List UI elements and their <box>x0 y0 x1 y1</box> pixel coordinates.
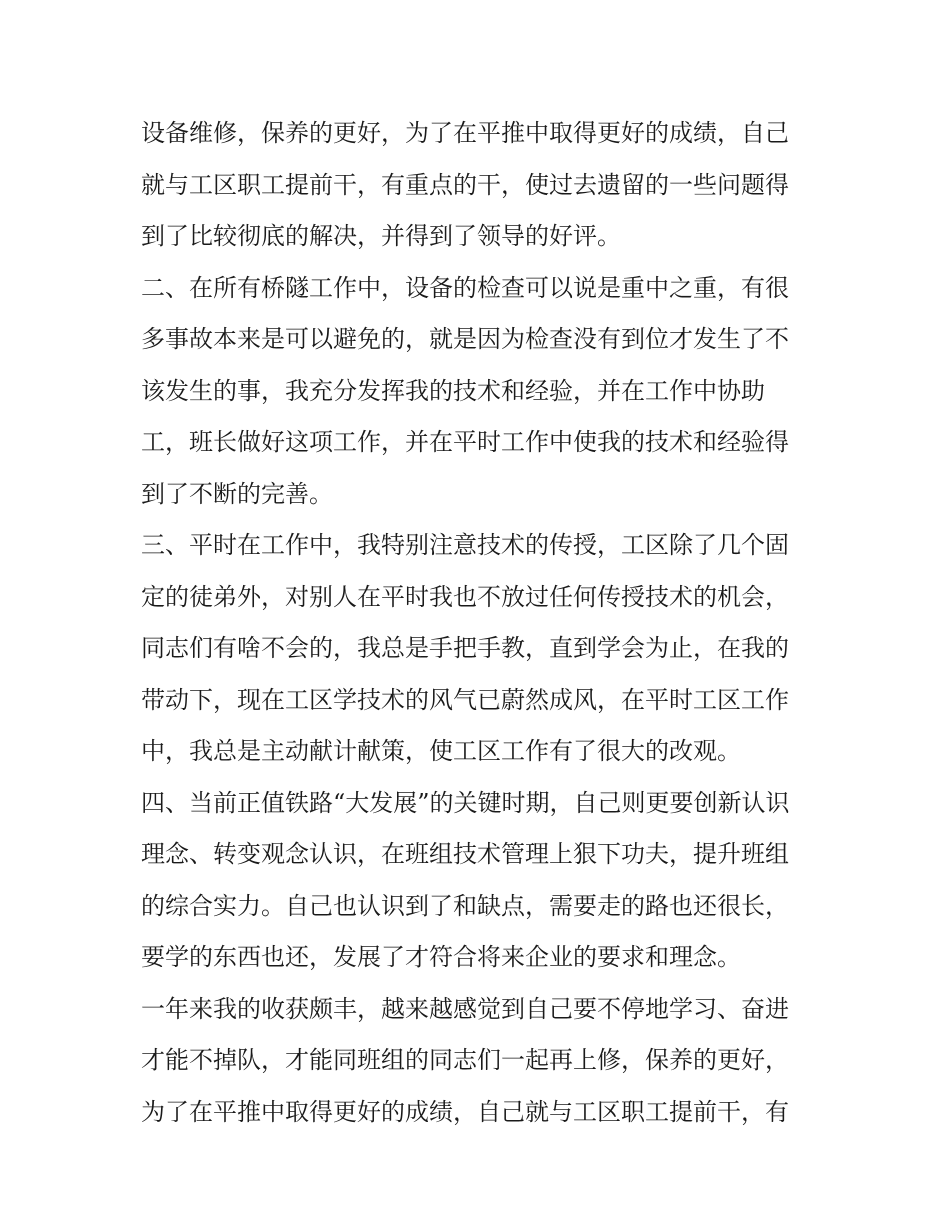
text-line: 到了比较彻底的解决，并得到了领导的好评。 <box>141 222 621 250</box>
text-line: 就与工区职工提前干，有重点的干，使过去遗留的一些问题得 <box>141 170 789 199</box>
text-line: 四、当前正值铁路“大发展”的关键时期，自己则更要创新认识 <box>141 788 790 817</box>
text-line: 才能不掉队，才能同班组的同志们一起再上修，保养的更好， <box>141 1046 789 1074</box>
text-line: 理念、转变观念认识，在班组技术管理上狠下功夫，提升班组 <box>141 840 789 868</box>
text-line: 的综合实力。自己也认识到了和缺点，需要走的路也还很长， <box>141 891 789 920</box>
text-line: 要学的东西也还，发展了才符合将来企业的要求和理念。 <box>141 943 741 971</box>
text-line: 一年来我的收获颇丰，越来越感觉到自己要不停地学习、奋进 <box>141 994 789 1023</box>
text-line: 到了不断的完善。 <box>141 479 333 508</box>
text-line: 同志们有啥不会的，我总是手把手教，直到学会为止，在我的 <box>141 634 789 662</box>
text-line: 中，我总是主动献计献策，使工区工作有了很大的改观。 <box>141 737 741 765</box>
text-line: 三、平时在工作中，我特别注意技术的传授，工区除了几个固 <box>141 531 789 559</box>
text-line: 二、在所有桥隧工作中，设备的检查可以说是重中之重，有很 <box>141 273 789 302</box>
text-line: 工，班长做好这项工作，并在平时工作中使我的技术和经验得 <box>141 428 789 456</box>
text-line: 设备维修，保养的更好，为了在平推中取得更好的成绩，自己 <box>141 119 789 147</box>
text-line: 带动下，现在工区学技术的风气已蔚然成风，在平时工区工作 <box>141 685 789 714</box>
document-body <box>141 108 821 1138</box>
text-line: 定的徒弟外，对别人在平时我也不放过任何传授技术的机会， <box>141 582 789 611</box>
text-line: 该发生的事，我充分发挥我的技术和经验，并在工作中协助 <box>141 376 765 405</box>
text-line: 多事故本来是可以避免的，就是因为检查没有到位才发生了不 <box>141 325 789 353</box>
text-line: 为了在平推中取得更好的成绩，自己就与工区职工提前干，有 <box>141 1097 789 1126</box>
